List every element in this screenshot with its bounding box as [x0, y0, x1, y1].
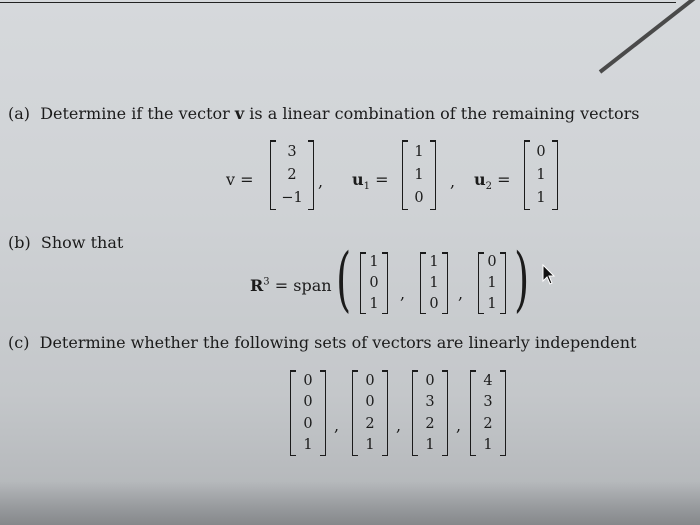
- span-vector-entry: 0: [429, 295, 439, 312]
- set-vector-3: [412, 370, 448, 456]
- set-vector-entry: 3: [483, 394, 493, 411]
- set-vector-entry: 4: [483, 372, 493, 389]
- part-a-text-after: is a linear combination of the remaining vectors: [249, 104, 640, 123]
- vector-v-entry: 2: [287, 166, 297, 183]
- mouse-cursor-icon: [542, 264, 556, 286]
- span-vector-entry: 1: [487, 274, 497, 291]
- vector-v-entry: 3: [287, 143, 297, 160]
- vector-u2-entry: 1: [536, 166, 546, 183]
- part-b-heading: [8, 233, 123, 252]
- set-vector-entry: 0: [303, 394, 313, 411]
- span-vector-entry: 1: [429, 254, 439, 271]
- comma: ,: [456, 416, 462, 435]
- part-a-text-before: Determine if the vector: [40, 104, 230, 123]
- set-vector-entry: 1: [365, 437, 375, 454]
- top-rule: [0, 2, 676, 3]
- span-vector-2: [420, 252, 448, 314]
- pen-stroke: [599, 0, 700, 74]
- set-vector-2: [352, 370, 388, 456]
- vector-u2: [524, 140, 558, 210]
- vector-u1-entry: 1: [414, 166, 424, 183]
- set-vector-1: [290, 370, 326, 456]
- part-b-text: Show that: [40, 233, 124, 252]
- v-label: v =: [226, 170, 254, 189]
- set-vector-entry: 1: [483, 437, 493, 454]
- vector-v-entry: −1: [281, 190, 303, 207]
- set-vector-entry: 1: [425, 437, 435, 454]
- span-vector-entry: 1: [369, 295, 379, 312]
- span-vector-entry: 1: [369, 254, 379, 271]
- set-vector-entry: 0: [303, 415, 313, 432]
- vector-v: [270, 140, 314, 210]
- part-c-text: Determine whether the following sets of vectors are linearly independent: [39, 333, 637, 352]
- part-b-label: (b): [8, 233, 31, 252]
- comma: ,: [458, 284, 464, 303]
- set-vector-entry: 0: [303, 372, 313, 389]
- set-vector-entry: 2: [425, 415, 435, 432]
- right-paren: ): [514, 238, 530, 320]
- part-a-heading: [8, 104, 639, 123]
- span-vector-1: [360, 252, 388, 314]
- part-a-vector-v: v: [234, 104, 245, 123]
- comma: ,: [396, 416, 402, 435]
- u1-label: $u_1$ =: [352, 170, 389, 193]
- span-vector-entry: 0: [487, 254, 497, 271]
- comma: ,: [450, 172, 456, 191]
- span-vector-entry: 1: [429, 274, 439, 291]
- left-paren: (: [336, 238, 352, 320]
- photo-shadow: [0, 481, 700, 525]
- set-vector-entry: 0: [425, 372, 435, 389]
- set-vector-entry: 1: [303, 437, 313, 454]
- set-vector-entry: 2: [483, 415, 493, 432]
- set-vector-entry: 3: [425, 394, 435, 411]
- comma: ,: [334, 416, 340, 435]
- comma: ,: [318, 172, 324, 191]
- vector-u1: [402, 140, 436, 210]
- set-vector-entry: 2: [365, 415, 375, 432]
- part-c-heading: [8, 333, 636, 352]
- comma: ,: [400, 284, 406, 303]
- set-vector-entry: 0: [365, 394, 375, 411]
- set-vector-entry: 0: [365, 372, 375, 389]
- set-vector-4: [470, 370, 506, 456]
- span-vector-entry: 1: [487, 295, 497, 312]
- span-vector-3: [478, 252, 506, 314]
- u2-label: $u_2$ =: [474, 170, 511, 193]
- vector-u2-entry: 1: [536, 190, 546, 207]
- vector-u1-entry: 1: [414, 143, 424, 160]
- vector-u2-entry: 0: [536, 143, 546, 160]
- part-c-label: (c): [8, 333, 30, 352]
- span-vector-entry: 0: [369, 274, 379, 291]
- part-a-label: (a): [8, 104, 31, 123]
- vector-u1-entry: 0: [414, 190, 424, 207]
- r3-span-label: $R^3$ = span: [250, 276, 332, 295]
